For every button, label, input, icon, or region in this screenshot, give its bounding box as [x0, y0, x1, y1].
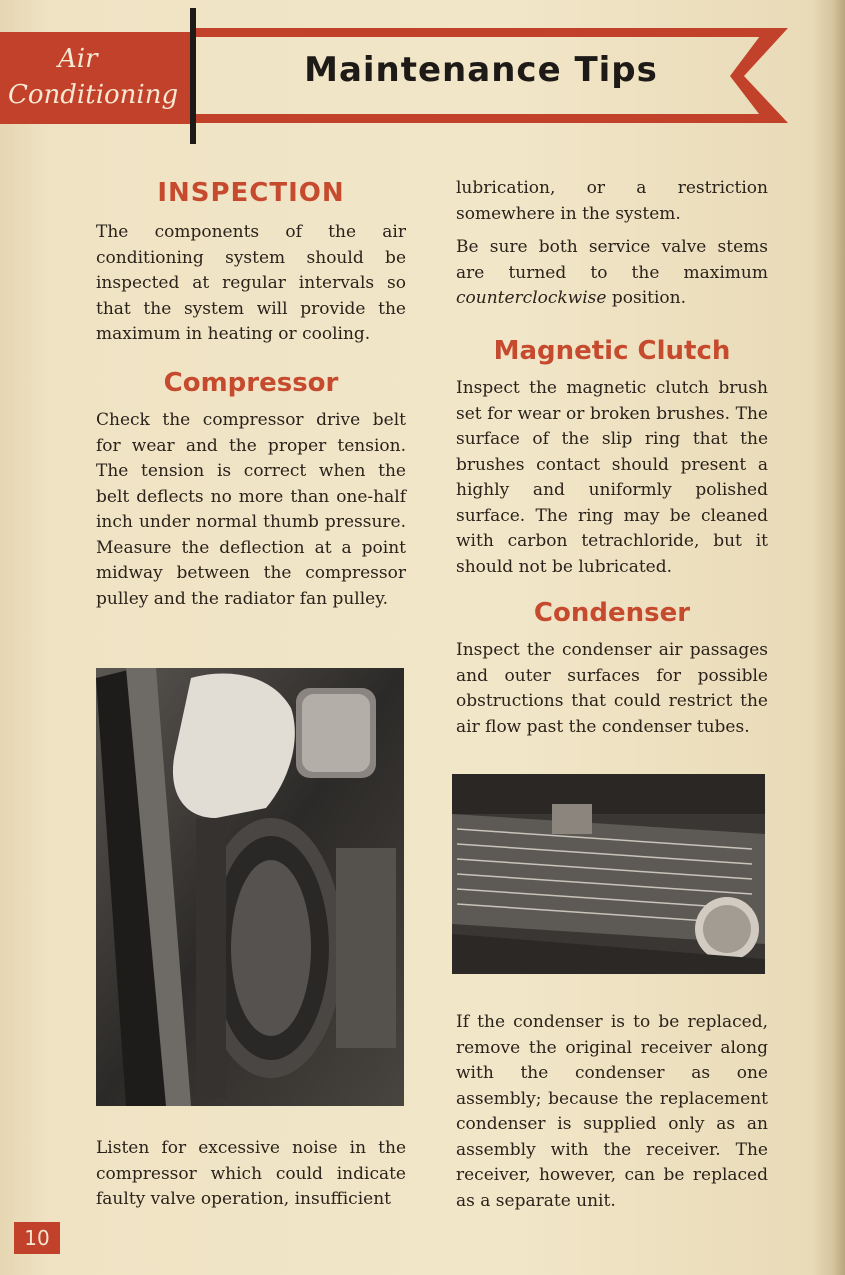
valve-text-before: Be sure both service valve stems are turned to the maximum: [456, 237, 768, 283]
condenser-heading: Condenser: [533, 598, 691, 628]
condenser-text: Inspect the condenser air passages and outer surfaces for possible obstructions that could restrict the air flow past the condenser tubes.: [456, 640, 768, 737]
noise-text: Listen for excessive noise in the compressor which could indicate faulty valve operation, insufficient: [96, 1138, 406, 1209]
clutch-text: Inspect the magnetic clutch brush set for wear or broken brushes. The surface of the slip ring that the brushes contact should present a highly and uniformly polished surface. The ring may be cleaned with carbon tetrachloride, but it should not be lubricated.: [456, 378, 768, 577]
lubrication-section: [456, 176, 768, 312]
compressor-text: Check the compressor drive belt for wear and the proper tension. The tension is correct when the belt deflects no more than one-half inch under normal thumb pressure. Measure the deflection at a point midway between the compressor pulley and the radiator fan pulley.: [96, 410, 406, 609]
inspection-heading: INSPECTION: [157, 178, 345, 208]
page-title: Maintenance Tips: [304, 50, 658, 90]
page-number: 10: [14, 1222, 60, 1254]
clutch-heading: Magnetic Clutch: [493, 336, 731, 366]
condenser-section: [456, 598, 768, 740]
lubrication-text: lubrication, or a restriction somewhere in the system.: [456, 178, 768, 224]
condenser-grille-photo: [452, 774, 765, 974]
section-label-line2: Conditioning: [8, 80, 179, 110]
compressor-heading: Compressor: [163, 368, 339, 398]
banner-top-rule: [196, 28, 766, 37]
valve-text: [456, 235, 768, 312]
valve-text-italic: counterclockwise: [456, 288, 607, 308]
inspection-section: [96, 178, 406, 348]
section-label-line1: Air: [58, 44, 98, 74]
page-edge: [831, 0, 845, 1275]
compressor-section: [96, 368, 406, 612]
clutch-section: [456, 336, 768, 580]
section-tab: [0, 32, 190, 124]
valve-text-after: position.: [611, 288, 687, 308]
replacement-text: If the condenser is to be replaced, remove the original receiver along with the condenser as one assembly; because the replacement condenser is supplied only as an assembly with the receiver. The receiver, however, can be replaced as a separate unit.: [456, 1012, 768, 1211]
compressor-belt-photo: [96, 668, 404, 1106]
inspection-text: The components of the air conditioning system should be inspected at regular intervals so that the system will provide the maximum in heating or cooling.: [96, 222, 406, 344]
banner-bottom-rule: [196, 114, 766, 123]
replacement-section: [456, 1010, 768, 1214]
noise-section: [96, 1136, 406, 1213]
